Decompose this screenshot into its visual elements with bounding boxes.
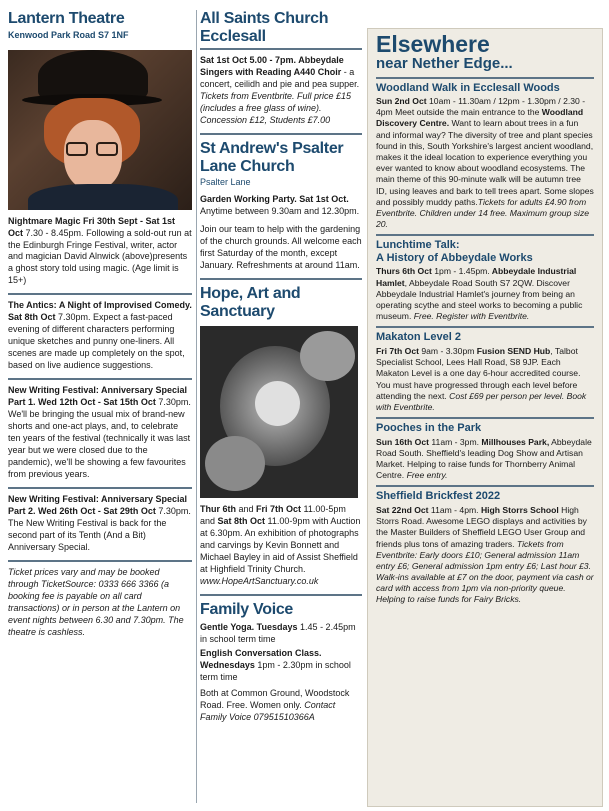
event-date: Fri 7th Oct <box>256 504 302 515</box>
woodland-event <box>376 96 594 230</box>
churches-column <box>200 10 362 811</box>
event-body: , Talbot Specialist School, Lees Hall Road, S8 9JP. Each Makaton Level is a one day 6-hour accredited course. You must have progressed through each level before attending the next. <box>376 345 581 401</box>
event-place: Fusion SEND Hub <box>476 345 551 356</box>
hope-title: Hope, Art and Sanctuary <box>200 284 301 320</box>
event-body: High Storrs Road. Awesome LEGO displays and activities by the Master Builders of Sheffield LEGO User Group and friends plus tons of amazing traders. <box>376 504 587 549</box>
event-text: Meet outside the main entrance to the <box>392 107 542 118</box>
event-time: 7.30 - 8.45pm. <box>23 227 84 238</box>
lantern-ticket-info: Ticket prices vary and may be booked through TicketSource: 0333 666 3366 (a booking fee is payable on all card transactions) or in person at the Lantern on event nights between 6.30 and 7.30pm. The theatre is cashless. <box>8 566 184 637</box>
title-line: A History of Abbeydale Works <box>376 251 533 264</box>
event-ticket-info: Tickets from Eventbrite: Early doors £10; General admission 11am entry £6; General admission 1pm entry £6; Last hour £3. Walk-ins available at £7 on the door, payment via cash or card with access from 1pm via non-priority queue. Helping to raise funds for Fairy Bricks. <box>376 538 594 605</box>
carving-photo <box>200 326 358 498</box>
divider <box>200 278 362 280</box>
event-date: Sun 16th Oct <box>376 436 430 447</box>
column-rule <box>196 10 197 803</box>
event-body: 7.30pm. We'll be bringing the usual mix of brand-new shorts and one-act plays, and, to celebrate ten years of the festival (technically it was last year but we were closed due to the pandemic), we'll be showing a few favourites from previous years. <box>8 397 191 479</box>
divider <box>376 485 594 487</box>
venue-text: Both at Common Ground, Woodstock Road. Free. Women only. <box>200 688 350 711</box>
event-text: 11.00-5pm and <box>200 504 346 527</box>
divider <box>8 560 192 562</box>
family-voice-title: Family Voice <box>200 600 294 618</box>
event-date: Thurs 6th Oct <box>376 266 432 277</box>
event-times: 10am - 11.30am / 12pm - 1.30pm / 2.30 - 4pm <box>376 96 586 118</box>
event-date: Sat 22nd Oct <box>376 504 429 515</box>
lunchtime-event <box>376 266 594 322</box>
allsaints-title: All Saints Church Ecclesall <box>200 10 329 45</box>
event-place: Woodland Discovery Centre. <box>376 107 584 129</box>
english-class-event <box>200 648 362 684</box>
divider <box>376 77 594 79</box>
event-body: 11.00-9pm with Auction at 6.30pm. An exhibition of photographs and carvings by Kevin Bonnett and Michael Bayley in aid of Assist Sheffield at Highfield Trinity Church. <box>200 516 361 574</box>
yoga-event <box>200 622 362 646</box>
event-ticket-info: Cost £69 per person per level. Book with Eventbrite. <box>376 390 587 412</box>
standrews-address: Psalter Lane <box>200 177 251 188</box>
event-place: Abbeydale Industrial Hamlet <box>376 266 577 288</box>
event-body: - a concert, ceilidh and pie and pea supper. <box>200 67 360 90</box>
event-ticket-info: Free entry. <box>404 470 448 481</box>
makaton-event <box>376 346 594 413</box>
event-time: 9am - 3.30pm <box>418 345 477 356</box>
elsewhere-title: Elsewhere <box>376 31 490 57</box>
event-body: Following a sold-out run at the Edinburgh Fringe Festival, writer, actor and magician David Alnwick (above)presents a ghost story told using magic. (Age limit is 15+) <box>8 227 192 286</box>
family-voice-venue <box>200 688 362 724</box>
lantern-theatre-column <box>8 10 192 811</box>
event-ticket-info: Tickets from Eventbrite. Full price £15 (includes a free glass of wine). Concession £12, Students £7.00 <box>200 91 351 126</box>
event-heading: English Conversation Class. Wednesdays <box>200 648 322 671</box>
event-heading: Garden Working Party. Sat 1st Oct. <box>200 194 349 205</box>
lantern-event-3 <box>8 385 192 481</box>
event-heading: Nightmare Magic Fri 30th Sept - Sat 1st Oct <box>8 215 176 238</box>
event-text: and <box>236 504 257 515</box>
event-body: 1.45 - 2.45pm in school term time <box>200 621 356 644</box>
elsewhere-panel <box>367 28 603 807</box>
event-place: High Storrs School <box>480 504 559 515</box>
event-date: Sat 8th Oct <box>217 516 266 527</box>
event-body: , Abbeydale Road South S7 2QW. Discover Abbeydale Industrial Hamlet's journey from being an operating scythe and steel works to becoming a public museum. <box>376 277 583 322</box>
makaton-title: Makaton Level 2 <box>376 331 461 344</box>
event-time: 11am - 4pm. <box>428 504 481 515</box>
event-place: Millhouses Park, <box>481 436 550 447</box>
event-body: 1pm - 2.30pm in school term time <box>200 660 351 683</box>
contact-text: Contact Family Voice 07951510366A <box>200 700 336 723</box>
magician-photo <box>8 50 192 210</box>
event-body: Anytime between 9.30am and 12.30pm. <box>200 206 360 217</box>
event-body: 7.30pm. Expect a fast-paced evening of different characters performing unique sketches and punny one-liners. All scenes are made up completely on the spot, based on live audience suggestions. <box>8 312 185 371</box>
lantern-event-4 <box>8 494 192 554</box>
divider <box>200 133 362 135</box>
brickfest-event <box>376 505 594 606</box>
event-heading: Sat 1st Oct 5.00 - 7pm. Abbeydale Singers with Reading A440 Choir <box>200 55 344 78</box>
divider <box>376 417 594 419</box>
brickfest-title: Sheffield Brickfest 2022 <box>376 490 501 503</box>
event-date: Fri 7th Oct <box>376 345 419 356</box>
event-date: Thur 6th <box>200 504 236 515</box>
event-body: Want to learn about trees in a fun and informal way? The diversity of tree and plant species found in this, South Yorkshire's largest ancient woodland, makes it the ideal location to experience everything you ever wanted to know about woodland ecosystems. The main theme of this 90-minute walk will be autumn tree ID, using leaves and bark to tell trees apart. Some slopes and possibly muddy paths. <box>376 118 594 207</box>
standrews-details: Join our team to help with the gardening of the church grounds. All welcome each first Saturday of the month, except January. Refreshments at around 11am. <box>200 224 362 270</box>
hope-website-link[interactable]: www.HopeArtSanctuary.co.uk <box>200 575 319 586</box>
standrews-title: St Andrew's Psalter Lane Church <box>200 140 344 175</box>
divider <box>8 487 192 489</box>
lantern-title: Lantern Theatre <box>8 10 125 27</box>
lunchtime-title <box>376 239 594 264</box>
hope-event <box>200 504 362 588</box>
event-body: 7.30pm. The New Writing Festival is back for the second part of its Tenth (And a Bit) Anniversary Special. <box>8 505 191 552</box>
event-ticket-info: Free. Register with Eventbrite. <box>411 311 530 322</box>
event-heading: New Writing Festival: Anniversary Special Part 2. Wed 26th Oct - Sat 29th Oct <box>8 493 188 516</box>
lantern-address: Kenwood Park Road S7 1NF <box>8 29 129 40</box>
event-heading: New Writing Festival: Anniversary Special Part 1. Wed 12th Oct - Sat 15th Oct <box>8 385 188 408</box>
elsewhere-subtitle: near Nether Edge... <box>376 55 513 72</box>
event-heading: The Antics: A Night of Improvised Comedy. Sat 8th Oct <box>8 300 192 323</box>
woodland-title: Woodland Walk in Ecclesall Woods <box>376 81 560 94</box>
event-date: Sun 2nd Oct <box>376 96 427 107</box>
divider <box>8 293 192 295</box>
title-line: Lunchtime Talk: <box>376 239 460 252</box>
event-time: 11am - 3pm. <box>429 436 482 447</box>
divider <box>200 48 362 50</box>
lantern-event-1 <box>8 216 192 288</box>
divider <box>200 594 362 596</box>
lantern-event-2 <box>8 300 192 372</box>
divider <box>8 378 192 380</box>
event-body: Abbeydale Road South. Sheffield's leading Dog Show and Artisan Market. Helping to raise funds for Thornberry Animal Centre. <box>376 436 592 481</box>
pooches-event <box>376 437 594 482</box>
event-time: 1pm - 1.45pm. <box>431 266 490 277</box>
standrews-event <box>200 194 362 218</box>
divider <box>376 234 594 236</box>
pooches-title: Pooches in the Park <box>376 422 482 435</box>
divider <box>376 326 594 328</box>
allsaints-event <box>200 55 362 127</box>
event-ticket-info: Tickets for adults £4.90 from Eventbrite. Children under 14 free. Maximum group size 20. <box>376 196 590 230</box>
event-heading: Gentle Yoga. Tuesdays <box>200 621 298 632</box>
